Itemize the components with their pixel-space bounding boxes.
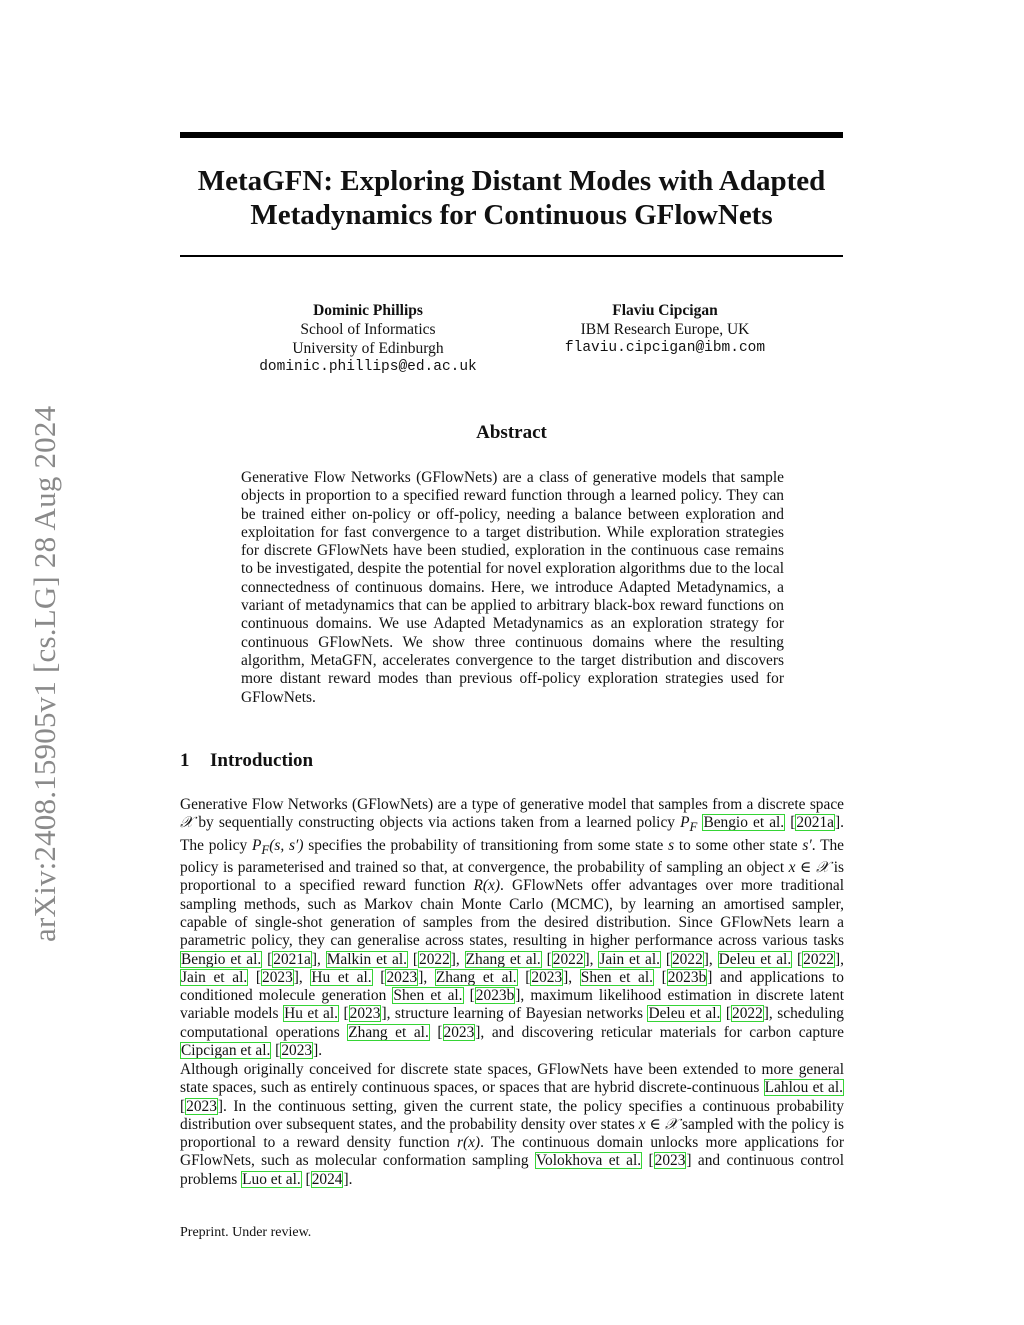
citation-year-link[interactable]: 2023 xyxy=(349,1005,381,1023)
author-affiliation: University of Edinburgh xyxy=(292,340,444,357)
math-symbol: 𝒳 xyxy=(180,814,194,832)
citation-year-link[interactable]: 2023 xyxy=(386,968,418,986)
abstract-heading: Abstract xyxy=(476,422,547,443)
citation-year-link[interactable]: 2023b xyxy=(667,968,707,986)
citation-year-link[interactable]: 2023 xyxy=(186,1097,217,1115)
paper-title xyxy=(180,164,843,232)
math-symbol: s′ xyxy=(802,836,812,854)
citation-year-link[interactable]: 2023b xyxy=(475,987,515,1005)
citation-year-link[interactable]: 2021a xyxy=(796,814,835,832)
paragraph-text: ], xyxy=(584,950,599,968)
title-line-1: MetaGFN: Exploring Distant Modes with Adapted xyxy=(197,165,826,197)
math-expression: (s, s′) xyxy=(269,836,304,854)
paragraph-text: . The continuous domain unlocks more applications for GFlowNets, such as molecular conformation sampling xyxy=(180,1134,844,1170)
citation-link[interactable]: Deleu et al. xyxy=(718,950,792,968)
citation-link[interactable]: Hu et al. xyxy=(311,968,372,986)
author-affiliation: School of Informatics xyxy=(300,321,436,338)
paragraph-text: ], xyxy=(418,968,435,986)
paragraph-text: ]. xyxy=(313,1042,323,1060)
paragraph-text: [ xyxy=(180,1097,186,1115)
paragraph-text: [ xyxy=(301,1170,311,1188)
paragraph-text: ]. In the continuous setting, given the current state, the policy specifies a continuous probability distribution over subsequent states, and the probability density over states xyxy=(180,1097,844,1133)
author-name: Dominic Phillips xyxy=(313,302,423,319)
paragraph-text: Generative Flow Networks (GFlowNets) are a type of generative model that samples from a discrete space xyxy=(180,796,844,813)
citation-year-link[interactable]: 2022 xyxy=(803,950,834,968)
paragraph-text: [ xyxy=(792,950,803,968)
paragraph-text: [ xyxy=(541,950,552,968)
author-email[interactable]: flaviu.cipcigan@ibm.com xyxy=(564,340,766,356)
citation-link[interactable]: Malkin et al. xyxy=(326,950,407,968)
paragraph-text: to some other state xyxy=(674,836,803,854)
paragraph-text: [ xyxy=(262,950,273,968)
citation-year-link[interactable]: 2022 xyxy=(671,950,703,968)
citation-link[interactable]: Zhang et al. xyxy=(348,1023,429,1041)
paragraph-text: [ xyxy=(721,1005,731,1023)
citation-year-link[interactable]: 2023 xyxy=(531,968,563,986)
title-bottom-rule xyxy=(180,255,843,257)
citation-year-link[interactable]: 2022 xyxy=(732,1005,763,1023)
paragraph-text: [ xyxy=(271,1042,281,1060)
paragraph-text: sampled with the policy is proportional to a reward density function xyxy=(180,1115,845,1152)
section-heading xyxy=(180,750,313,772)
paragraph-text: [ xyxy=(429,1023,443,1041)
paragraph-text: ], xyxy=(563,968,580,986)
paragraph-text: . The policy is parameterised and trained so that, at convergence, the probability of sampling an object xyxy=(180,836,844,877)
paragraph-text: [ xyxy=(463,987,475,1005)
title-top-rule xyxy=(180,132,843,138)
paragraph-text: ], xyxy=(293,968,311,986)
citation-link[interactable]: Volokhova et al. xyxy=(535,1152,642,1170)
title-line-2: Metadynamics for Continuous GFlowNets xyxy=(250,199,773,231)
citation-link[interactable]: Cipcigan et al. xyxy=(181,1042,271,1060)
math-expression: R(x) xyxy=(473,877,500,895)
citation-link[interactable]: Zhang et al. xyxy=(435,968,517,986)
paragraph-text: [ xyxy=(248,968,261,986)
paragraph-text: [ xyxy=(372,968,386,986)
paragraph-text: [ xyxy=(339,1005,349,1023)
paragraph-text: ], maximum likelihood estimation in discrete latent variable models xyxy=(180,987,844,1023)
citation-link[interactable]: Hu et al. xyxy=(284,1005,338,1023)
paragraph-text: [ xyxy=(408,950,418,968)
preprint-footnote: Preprint. Under review. xyxy=(180,1225,312,1240)
author-name: Flaviu Cipcigan xyxy=(612,302,718,319)
author-block-1 xyxy=(248,301,488,377)
math-symbol: s xyxy=(668,836,675,854)
citation-link[interactable]: Shen et al. xyxy=(580,968,653,986)
paragraph-text: [ xyxy=(653,968,667,986)
citation-year-link[interactable]: 2022 xyxy=(552,950,584,968)
citation-year-link[interactable]: 2021a xyxy=(273,950,311,968)
abstract-text: Generative Flow Networks (GFlowNets) are a class of generative models that sample objects in proportion to a specified reward function through a learned policy. They can be trained either on-policy or off-policy, needing a balance between exploration and exploitation for fast convergence to a target distribution. While exploration strategies for discrete GFlowNets have been studied, exploration in the continuous case remains to be investigated, despite the potential for novel exploration algorithms due to the local connectedness of continuous domains. Here, we introduce Adapted Metadynamics, a variant of metadynamics that can be applied to arbitrary black-box reward functions on continuous domains. We use Adapted Metadynamics as an exploration strategy for continuous GFlowNets. We show three continuous domains where the resulting algorithm, MetaGFN, accelerates convergence to the target distribution and discovers more distant reward modes than previous off-policy exploration strategies used for GFlowNets. xyxy=(241,469,784,706)
paragraph-text: is proportional to a specified reward function xyxy=(180,859,844,895)
citation-year-link[interactable]: 2024 xyxy=(311,1170,343,1188)
section-title: Introduction xyxy=(210,750,314,771)
paragraph-text: ], xyxy=(703,950,718,968)
author-affiliation: IBM Research Europe, UK xyxy=(580,321,750,338)
math-expression: x ∈ 𝒳 xyxy=(638,1115,679,1133)
citation-link[interactable]: Bengio et al. xyxy=(703,814,785,832)
math-subscript: F xyxy=(261,842,270,857)
paragraph-text: specifies the probability of transitioning from some state xyxy=(303,836,669,854)
citation-year-link[interactable]: 2023 xyxy=(654,1152,686,1170)
paragraph-text: ], structure learning of Bayesian networks xyxy=(381,1005,648,1023)
math-expression: r(x) xyxy=(456,1134,481,1152)
citation-year-link[interactable]: 2023 xyxy=(281,1042,313,1060)
intro-paragraph-2 xyxy=(180,1061,844,1189)
paragraph-text: Although originally conceived for discrete state spaces, GFlowNets have been extended to more general state spaces, such as entirely continuous spaces, or spaces that are hybrid discrete-continuous xyxy=(180,1061,844,1097)
math-expression: x ∈ 𝒳 xyxy=(788,859,830,877)
citation-link[interactable]: Zhang et al. xyxy=(465,950,541,968)
math-subscript: F xyxy=(689,820,698,835)
citation-link[interactable]: Lahlou et al. xyxy=(764,1079,843,1097)
citation-link[interactable]: Jain et al. xyxy=(599,950,660,968)
paragraph-text: [ xyxy=(517,968,531,986)
paragraph-text: by sequentially constructing objects via actions taken from a learned policy xyxy=(193,814,681,832)
paragraph-text: . GFlowNets offer advantages over more traditional sampling methods, such as Markov chain Monte Carlo (MCMC), by learning an amortised sampler, capable of single-shot generation of samples from the desired distribution. Since GFlowNets learn a parametric policy, they can generalise across states, resulting in higher performance across various tasks xyxy=(180,877,844,950)
author-block-2 xyxy=(545,301,785,358)
paragraph-text: ], xyxy=(450,950,465,968)
paragraph-text: ], xyxy=(834,950,844,968)
citation-link[interactable]: Jain et al. xyxy=(181,968,248,986)
paragraph-text: [ xyxy=(642,1152,654,1170)
arxiv-identifier: arXiv:2408.15905v1 [cs.LG] 28 Aug 2024 xyxy=(27,405,62,942)
paragraph-text: ] and applications to conditioned molecule generation xyxy=(180,968,844,1005)
citation-link[interactable]: Deleu et al. xyxy=(648,1005,721,1023)
author-email[interactable]: dominic.phillips@ed.ac.uk xyxy=(259,359,477,375)
citation-link[interactable]: Bengio et al. xyxy=(181,950,262,968)
paragraph-text: ], scheduling computational operations xyxy=(180,1005,844,1041)
citation-year-link[interactable]: 2023 xyxy=(262,968,293,986)
math-symbol: P xyxy=(680,814,690,832)
paragraph-text: ], and discovering reticular materials for carbon capture xyxy=(475,1023,844,1041)
paragraph-text: [ xyxy=(785,814,796,832)
paragraph-text: ], xyxy=(311,950,326,968)
section-number: 1 xyxy=(180,750,190,771)
citation-year-link[interactable]: 2022 xyxy=(419,950,450,968)
paragraph-text: ]. xyxy=(343,1170,353,1188)
citation-year-link[interactable]: 2023 xyxy=(443,1023,475,1041)
paragraph-text: ] and continuous control problems xyxy=(180,1152,844,1188)
math-symbol: P xyxy=(252,836,262,854)
citation-link[interactable]: Shen et al. xyxy=(393,987,463,1005)
paragraph-text: [ xyxy=(660,950,671,968)
paragraph-text: ]. The policy xyxy=(180,814,844,854)
citation-link[interactable]: Luo et al. xyxy=(242,1170,301,1188)
intro-paragraph-1 xyxy=(180,796,844,1060)
